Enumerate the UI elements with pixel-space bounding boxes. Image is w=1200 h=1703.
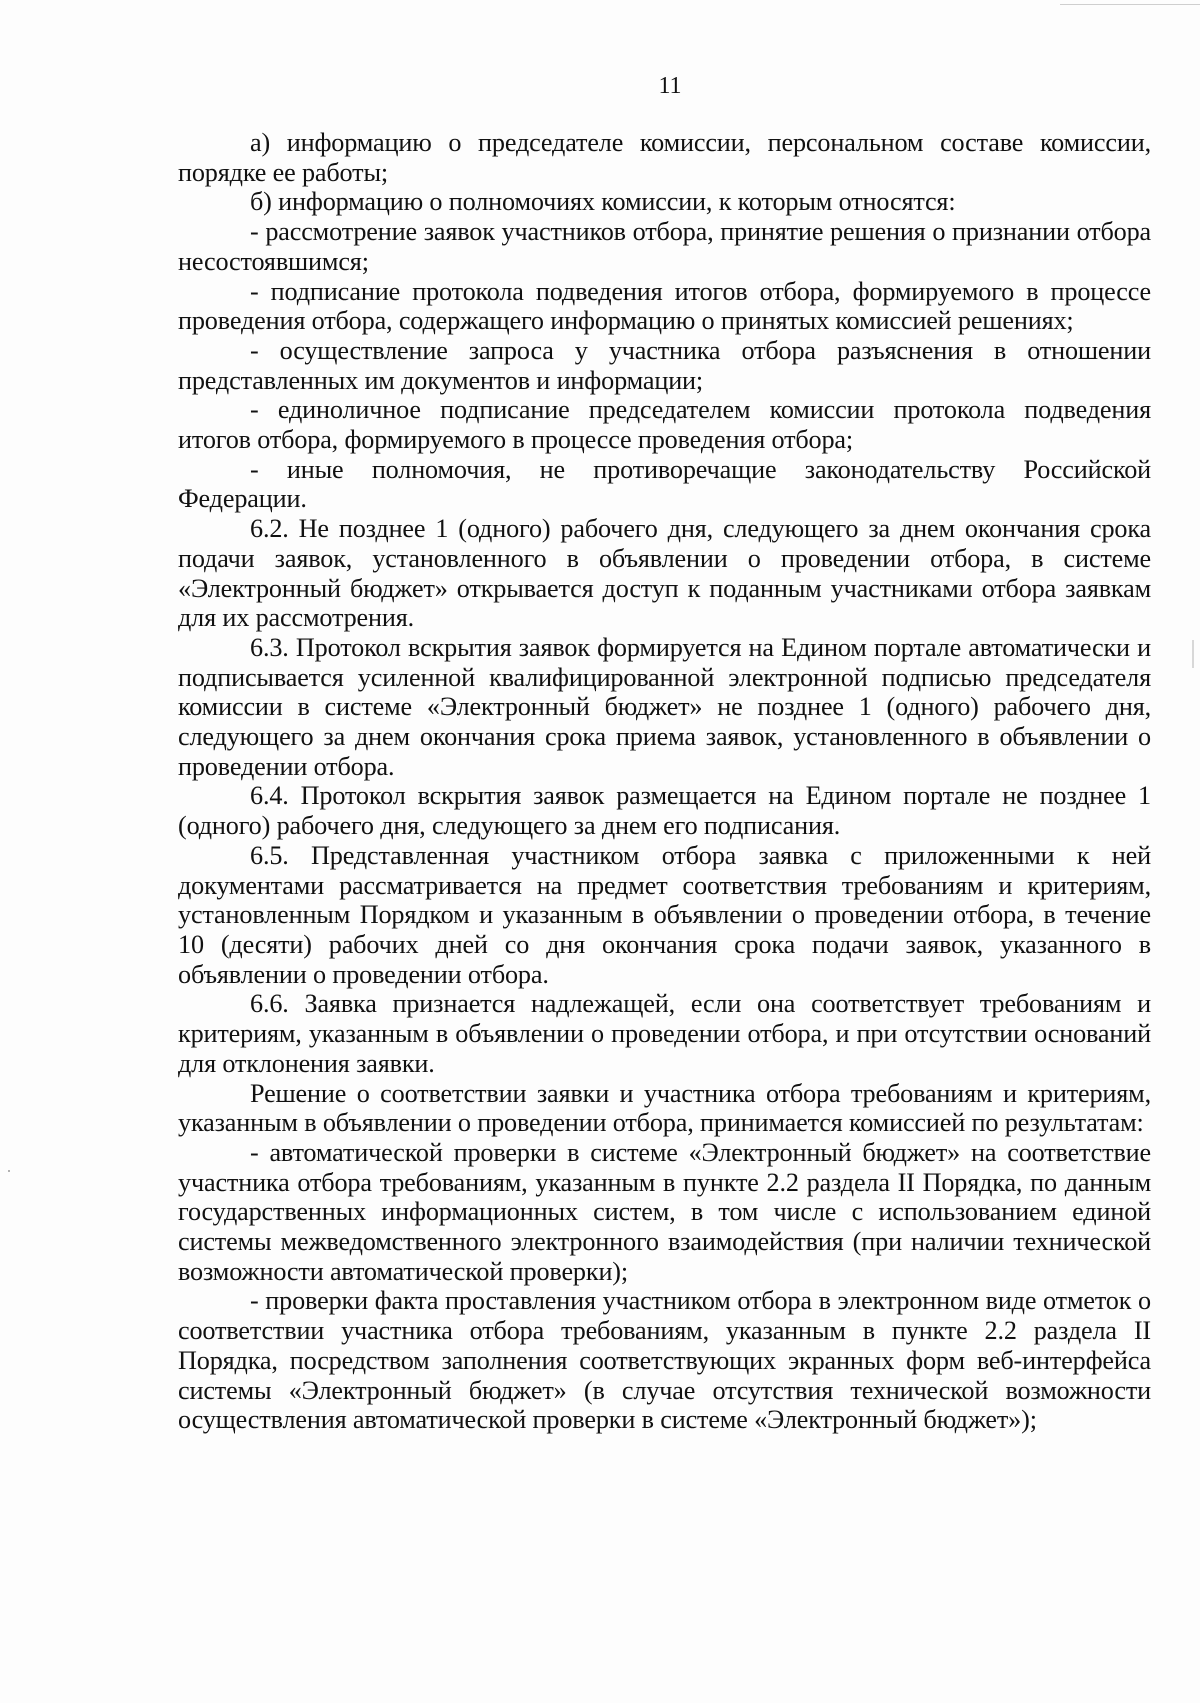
document-body (178, 128, 1151, 1435)
paragraph-sign-protocol: - подписание протокола подведения итогов отбора, формируемого в процессе проведения отбора, содержащего информацию о принятых комиссией решениях; (178, 276, 1151, 336)
paragraph-commission-powers-intro: б) информацию о полномочиях комиссии, к которым относятся: (250, 187, 956, 217)
paragraph-chair-signing: - единоличное подписание председателем комиссии протокола подведения итогов отбора, формируемого в процессе проведения отбора; (178, 395, 1151, 455)
page-number: 11 (658, 73, 682, 99)
scan-edge-mark (1192, 640, 1194, 668)
paragraph-6-2: 6.2. Не позднее 1 (одного) рабочего дня, следующего за днем окончания срока подачи заявок, установленного в объявлении о проведении отбора, в системе «Электронный бюджет» открывается доступ к поданным участниками отбора заявкам для их рассмотрения. (178, 514, 1151, 633)
paragraph-request-clarification: - осуществление запроса у участника отбора разъяснения в отношении представленных им документов и информации; (178, 335, 1151, 395)
paragraph-automatic-check: - автоматической проверки в системе «Электронный бюджет» на соответствие участника отбора требованиям, указанным в пункте 2.2 раздела II Порядка, по данным государственных информационных систем, в том числе с использованием единой системы межведомственного электронного взаимодействия (при наличии технической возможности автоматической проверки); (178, 1137, 1151, 1286)
paragraph-6-6: 6.6. Заявка признается надлежащей, если она соответствует требованиям и критериям, указанным в объявлении о проведении отбора, и при отсутствии оснований для отклонения заявки. (178, 989, 1151, 1078)
paragraph-commission-chair-info: а) информацию о председателе комиссии, персональном составе комиссии, порядке ее работы; (178, 128, 1151, 187)
paragraph-manual-check: - проверки факта проставления участником отбора в электронном виде отметок о соответствии участника отбора требованиям, указанным в пункте 2.2 раздела II Порядка, посредством заполнения соответствующих экранных форм веб-интерфейса системы «Электронный бюджет» (в случае отсутствия технической возможности осуществления автоматической проверки в системе «Электронный бюджет»); (178, 1286, 1151, 1435)
paragraph-6-3: 6.3. Протокол вскрытия заявок формируется на Едином портале автоматически и подписывается усиленной квалифицированной электронной подписью председателя комиссии в системе «Электронный бюджет» не позднее 1 (одного) рабочего дня, следующего за днем окончания срока приема заявок, установленного в объявлении о проведении отбора. (178, 632, 1151, 781)
scan-speck (8, 1170, 10, 1172)
paragraph-decision-basis: Решение о соответствии заявки и участника отбора требованиям и критериям, указанным в объявлении о проведении отбора, принимается комиссией по результатам: (178, 1078, 1151, 1138)
paragraph-6-5: 6.5. Представленная участником отбора заявка с приложенными к ней документами рассматривается на предмет соответствия требованиям и критериям, установленным Порядком и указанным в объявлении о проведении отбора, в течение 10 (десяти) рабочих дней со дня окончания срока подачи заявок, указанного в объявлении о проведении отбора. (178, 840, 1151, 989)
paragraph-6-4: 6.4. Протокол вскрытия заявок размещается на Едином портале не позднее 1 (одного) рабочего дня, следующего за днем его подписания. (178, 781, 1151, 841)
scan-edge-mark (1060, 4, 1200, 5)
paragraph-review-applications: - рассмотрение заявок участников отбора, принятие решения о признании отбора несостоявшимся; (178, 217, 1151, 276)
paragraph-other-powers: - иные полномочия, не противоречащие законодательству Российской Федерации. (178, 454, 1151, 514)
